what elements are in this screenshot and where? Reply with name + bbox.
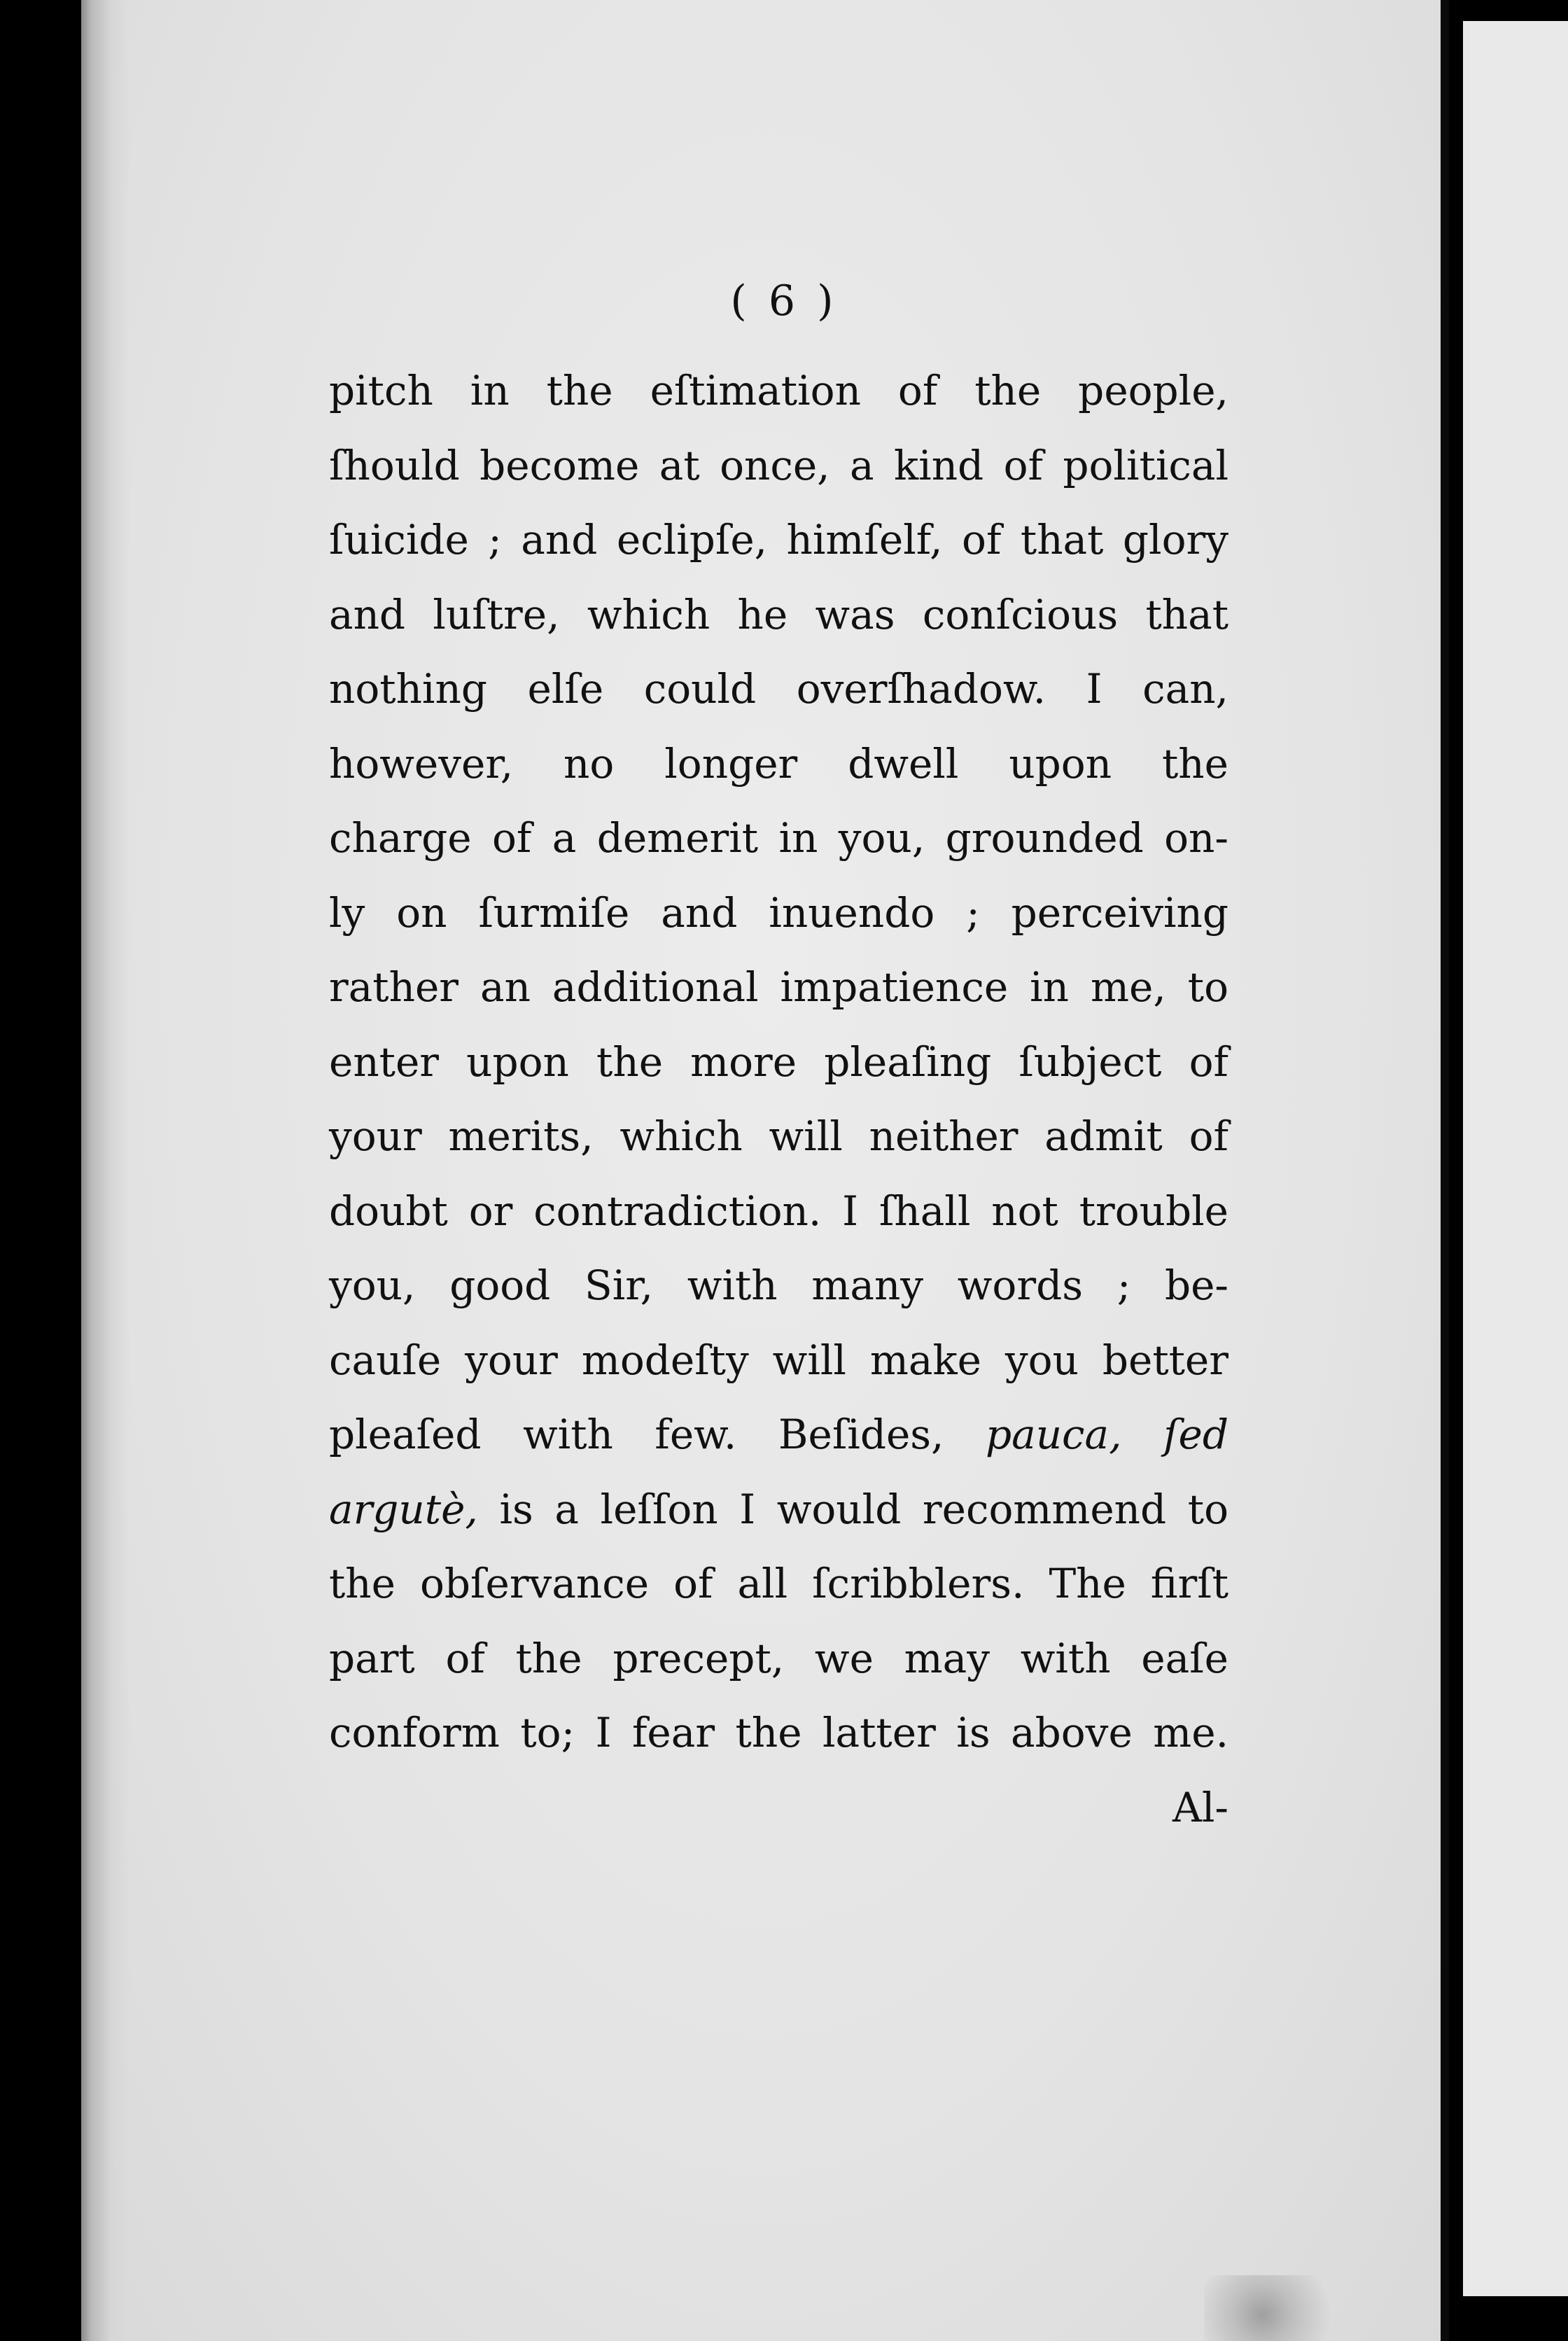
scan-artifact: [1204, 2275, 1351, 2341]
text-line: [329, 950, 1228, 1025]
text-segment: and luſtre, which he was conſcious that: [329, 590, 1228, 638]
text-segment: your merits, which will neither admit of: [329, 1112, 1228, 1160]
text-line: [329, 1472, 1228, 1547]
text-line: [329, 1248, 1228, 1323]
page-edge: [1441, 0, 1449, 2341]
text-segment: is a leſſon I would recommend to: [477, 1485, 1228, 1533]
text-segment: doubt or contradiction. I ſhall not trouble: [329, 1187, 1228, 1235]
catchword: Al-: [1172, 1784, 1228, 1831]
body-text: [329, 354, 1228, 1770]
text-segment: the obſervance of all ſcribblers. The firſt: [329, 1560, 1228, 1607]
italic-phrase: argutè,: [329, 1485, 478, 1533]
text-segment: charge of a demerit in you, grounded on-: [329, 814, 1228, 862]
text-line: [329, 727, 1228, 802]
text-line: [329, 1323, 1228, 1398]
text-line: [329, 428, 1228, 503]
text-segment: nothing elſe could overſhadow. I can,: [329, 665, 1228, 713]
text-line: [329, 801, 1228, 876]
italic-phrase: pauca, ſed: [986, 1411, 1228, 1458]
text-line: [329, 1621, 1228, 1696]
text-segment: pitch in the eſtimation of the people,: [329, 367, 1228, 414]
text-segment: ſuicide ; and eclipſe, himſelf, of that glory: [329, 516, 1228, 564]
text-segment: enter upon the more pleaſing ſubject of: [329, 1037, 1228, 1086]
text-line: [329, 1696, 1228, 1770]
text-line: [329, 652, 1228, 727]
text-segment: cauſe your modeſty will make you better: [329, 1336, 1228, 1384]
text-line: [329, 1546, 1228, 1621]
text-line: [329, 503, 1228, 578]
text-line: [329, 354, 1228, 428]
page-number: ( 6 ): [730, 277, 838, 326]
text-segment: pleaſed with few. Beſides,: [329, 1411, 986, 1458]
text-line: [329, 1397, 1228, 1472]
text-line: [329, 578, 1228, 652]
text-line: [329, 876, 1228, 951]
text-line: [329, 1099, 1228, 1174]
text-segment: rather an additional impatience in me, to: [329, 963, 1228, 1011]
text-segment: however, no longer dwell upon the: [329, 739, 1228, 788]
page-gutter-shadow: [81, 0, 130, 2341]
text-segment: conform to; I fear the latter is above me.: [329, 1709, 1228, 1756]
facing-page: [1463, 21, 1568, 2296]
text-segment: ſhould become at once, a kind of political: [329, 441, 1228, 489]
text-segment: ly on ſurmiſe and inuendo ; perceiving: [329, 888, 1228, 937]
text-segment: part of the precept, we may with eaſe: [329, 1634, 1228, 1682]
text-line: [329, 1174, 1228, 1249]
text-line: [329, 1025, 1228, 1100]
text-segment: you, good Sir, with many words ; be-: [329, 1262, 1228, 1309]
